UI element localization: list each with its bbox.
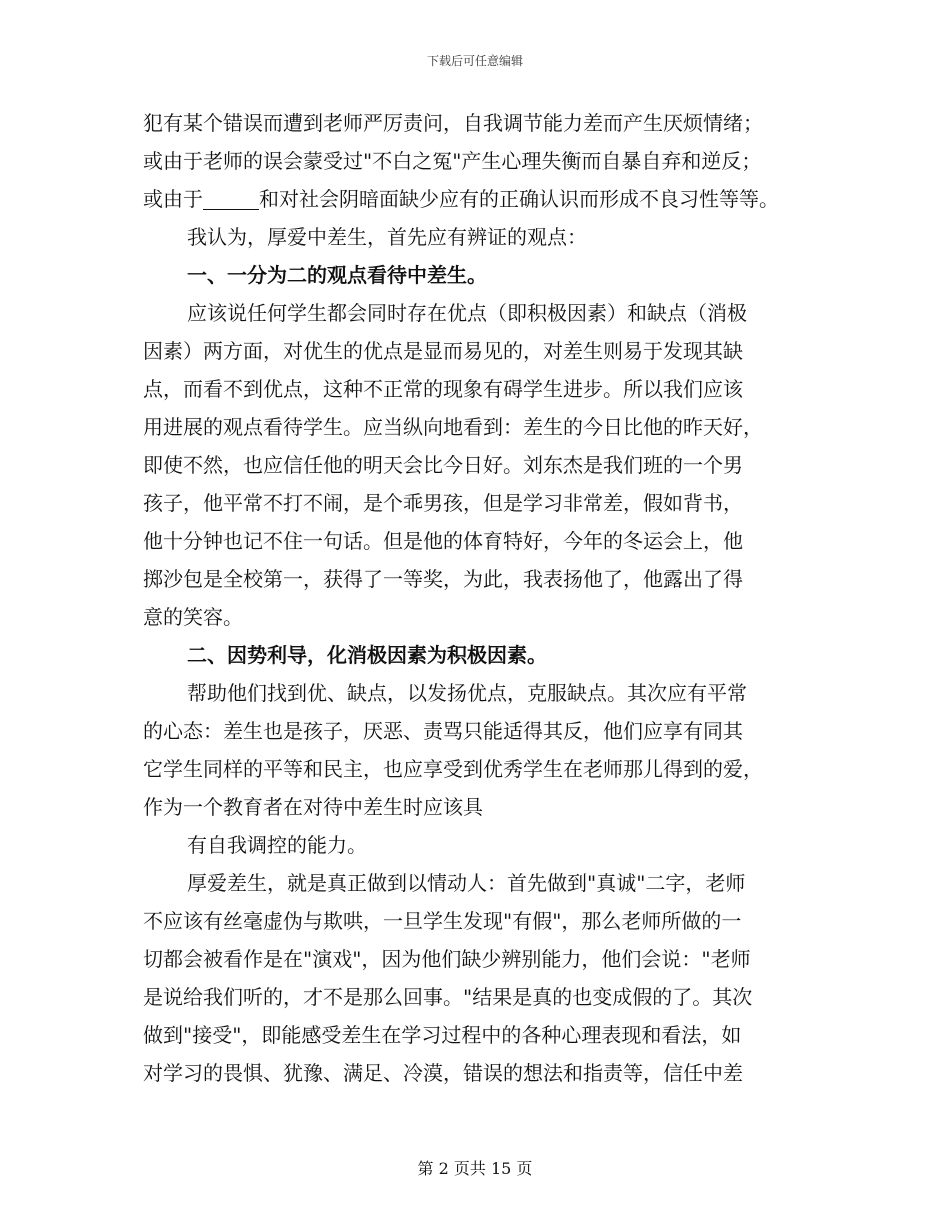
text-line: 不应该有丝毫虚伪与欺哄，一旦学生发现"有假"，那么老师所做的一 [143,909,742,933]
text-line: 或由于老师的误会蒙受过"不白之冤"产生心理失衡而自暴自弃和逆反； [143,149,762,173]
page-number: 第 2 页共 15 页 [417,1159,533,1178]
text-line: 厚爱差生，就是真正做到以情动人：首先做到"真诚"二字，老师 [187,871,746,895]
text-line: 应该说任何学生都会同时存在优点（即积极因素）和缺点（消极 [187,301,747,325]
text-line: 做到"接受"，即能感受差生在学习过程中的各种心理表现和看法，如 [143,1023,742,1047]
text-line [143,180,808,218]
text-fragment: 和对社会阴暗面缺少应有的正确认识而形成不良习性等等。 [259,187,779,211]
document-body [143,104,808,1092]
text-line: 因素）两方面，对优生的优点是显而易见的，对差生则易于发现其缺 [143,339,743,363]
text-line: 点，而看不到优点，这种不正常的现象有碍学生进步。所以我们应该 [143,377,743,401]
text-line: 是说给我们听的，才不是那么回事。"结果是真的也变成假的了。其次 [143,985,753,1009]
text-line: 用进展的观点看待学生。应当纵向地看到：差生的今日比他的昨天好， [143,415,763,439]
blank-underline [203,187,259,210]
text-line: 掷沙包是全校第一，获得了一等奖，为此，我表扬他了，他露出了得 [143,567,743,591]
text-line: 切都会被看作是在"演戏"，因为他们缺少辨别能力，他们会说："老师 [143,947,751,971]
text-line: 作为一个教育者在对待中差生时应该具 [143,795,483,819]
section-heading-2: 二、因势利导，化消极因素为积极因素。 [187,643,547,667]
text-fragment: 或由于 [143,187,203,211]
text-line: 他十分钟也记不住一句话。但是他的体育特好，今年的冬运会上，他 [143,529,743,553]
text-line: 帮助他们找到优、缺点，以发扬优点，克服缺点。其次应有平常 [187,681,747,705]
text-line: 它学生同样的平等和民主，也应享受到优秀学生在老师那儿得到的爱， [143,757,763,781]
text-line: 对学习的畏惧、犹豫、满足、冷漠，错误的想法和指责等，信任中差 [143,1061,743,1085]
text-line: 的心态：差生也是孩子，厌恶、责骂只能适得其反，他们应享有同其 [143,719,743,743]
text-line: 我认为，厚爱中差生，首先应有辨证的观点： [187,225,587,249]
text-line: 即使不然，也应信任他的明天会比今日好。刘东杰是我们班的一个男 [143,453,743,477]
text-line: 有自我调控的能力。 [187,833,367,857]
text-line: 意的笑容。 [143,605,243,629]
section-heading-1: 一、一分为二的观点看待中差生。 [187,263,487,287]
text-line: 犯有某个错误而遭到老师严厉责问，自我调节能力差而产生厌烦情绪； [143,111,763,135]
text-line: 孩子，他平常不打不闹，是个乖男孩，但是学习非常差，假如背书， [143,491,743,515]
page-header: 下载后可任意编辑 [426,54,523,68]
